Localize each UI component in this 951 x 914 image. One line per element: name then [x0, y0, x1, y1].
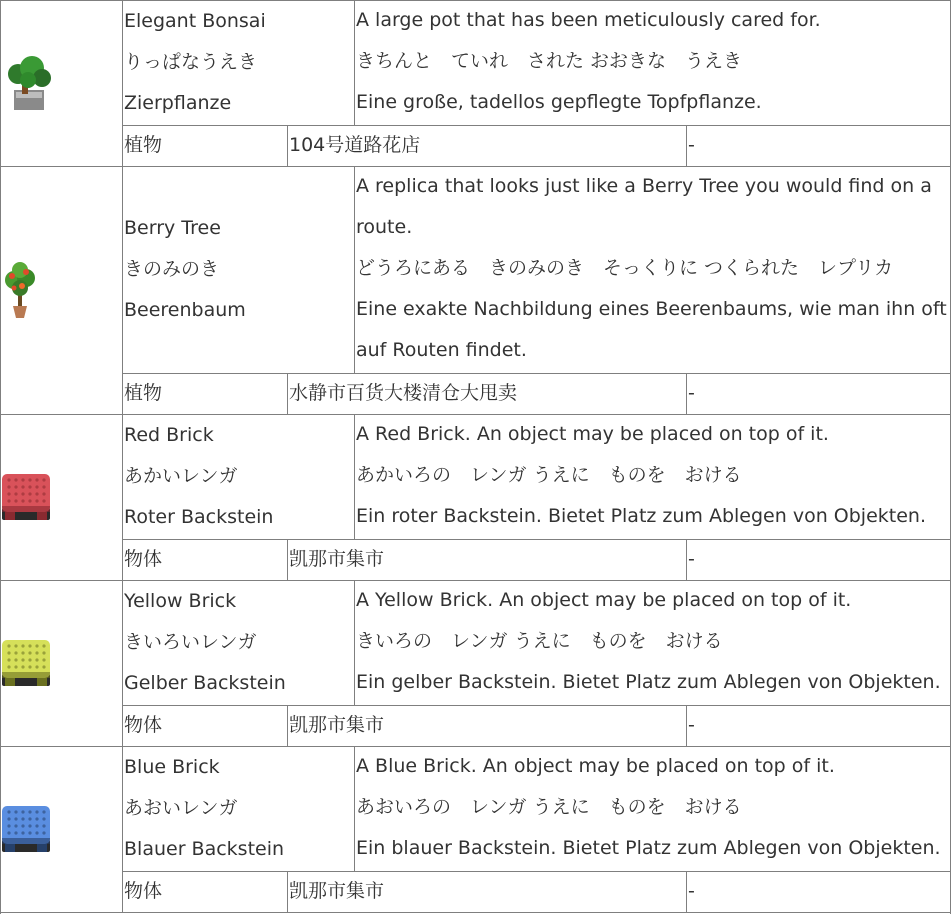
item-names-line: Roter Backstein — [124, 506, 274, 528]
item-names-line: Elegant Bonsai — [124, 10, 266, 32]
item-description-line: Ein blauer Backstein. Bietet Platz zum Ablegen von Objekten. — [356, 837, 941, 859]
item-names-line: Blue Brick — [124, 756, 220, 778]
col-border — [122, 580, 123, 746]
item-description-line: A Blue Brick. An object may be placed on top of it. — [356, 755, 835, 777]
row-border — [0, 912, 951, 913]
col-border — [686, 705, 687, 746]
item-names — [124, 208, 352, 331]
item-names-line: Beerenbaum — [124, 299, 246, 321]
item-names-line: Gelber Backstein — [124, 672, 286, 694]
item-names — [124, 581, 352, 704]
item-source: 凯那市集市 — [289, 548, 385, 570]
item-description — [356, 166, 949, 371]
red-brick-icon — [0, 468, 53, 528]
blue-brick-icon — [0, 800, 53, 860]
item-category: 物体 — [124, 548, 163, 570]
item-description-line: A Red Brick. An object may be placed on top of it. — [356, 423, 829, 445]
item-category: 物体 — [124, 714, 163, 736]
item-names-line: Berry Tree — [124, 217, 221, 239]
item-description — [356, 746, 949, 869]
item-description — [356, 414, 949, 537]
item-names-line: りっぱなうえき — [124, 51, 258, 73]
berry-tree-icon — [0, 260, 40, 324]
item-names — [124, 1, 352, 124]
col-border — [287, 125, 288, 166]
col-border — [287, 539, 288, 580]
item-extra: - — [688, 134, 695, 156]
item-source: 凯那市集市 — [289, 714, 385, 736]
item-extra: - — [688, 714, 695, 736]
col-border — [287, 373, 288, 414]
item-description-line: きちんと ていれ された おおきな うえき — [356, 50, 743, 72]
item-names-line: あかいレンガ — [124, 465, 238, 487]
item-category: 物体 — [124, 880, 163, 902]
bonsai-icon — [2, 54, 56, 118]
item-names — [124, 415, 352, 538]
item-category: 植物 — [124, 134, 163, 156]
item-names-line: きいろいレンガ — [124, 631, 257, 653]
item-description-line: きいろの レンガ うえに ものを おける — [356, 630, 723, 652]
item-description-line: route. — [356, 216, 413, 238]
item-description — [356, 0, 949, 123]
col-border — [122, 414, 123, 580]
item-names-line: あおいレンガ — [124, 797, 238, 819]
col-border — [354, 580, 355, 705]
item-description-line: Eine exakte Nachbildung eines Beerenbaums, wie man ihn oft — [356, 298, 947, 320]
item-description-line: A large pot that has been meticulously cared for. — [356, 9, 821, 31]
col-border — [122, 746, 123, 912]
col-border — [354, 166, 355, 373]
item-source: 凯那市集市 — [289, 880, 385, 902]
item-extra: - — [688, 382, 695, 404]
col-border — [287, 705, 288, 746]
item-description-line: Ein gelber Backstein. Bietet Platz zum Ablegen von Objekten. — [356, 671, 941, 693]
item-description-line: Eine große, tadellos gepflegte Topfpflanze. — [356, 91, 762, 113]
col-border — [122, 0, 123, 166]
col-border — [122, 166, 123, 414]
item-names-line: Red Brick — [124, 424, 214, 446]
yellow-brick-icon — [0, 634, 53, 694]
col-border — [686, 539, 687, 580]
item-description-line: A replica that looks just like a Berry Tree you would find on a — [356, 175, 932, 197]
border-left — [0, 0, 1, 914]
item-source: 104号道路花店 — [289, 134, 421, 156]
col-border — [686, 871, 687, 912]
item-description-line: auf Routen findet. — [356, 339, 527, 361]
col-border — [686, 373, 687, 414]
item-description-line: どうろにある きのみのき そっくりに つくられた レプリカ — [356, 257, 894, 279]
item-extra: - — [688, 548, 695, 570]
item-description — [356, 580, 949, 703]
col-border — [287, 871, 288, 912]
item-names-line: Zierpflanze — [124, 92, 232, 114]
item-description-line: あかいろの レンガ うえに ものを おける — [356, 464, 742, 486]
col-border — [354, 414, 355, 539]
col-border — [686, 125, 687, 166]
item-source: 水静市百货大楼清仓大甩卖 — [289, 382, 518, 404]
item-names-line: Blauer Backstein — [124, 838, 285, 860]
item-description-line: Ein roter Backstein. Bietet Platz zum Ablegen von Objekten. — [356, 505, 926, 527]
col-border — [354, 0, 355, 125]
item-names — [124, 747, 352, 870]
item-names-line: きのみのき — [124, 258, 220, 280]
col-border — [354, 746, 355, 871]
item-description-line: A Yellow Brick. An object may be placed on top of it. — [356, 589, 852, 611]
item-names-line: Yellow Brick — [124, 590, 237, 612]
item-extra: - — [688, 880, 695, 902]
item-category: 植物 — [124, 382, 163, 404]
item-description-line: あおいろの レンガ うえに ものを おける — [356, 796, 742, 818]
